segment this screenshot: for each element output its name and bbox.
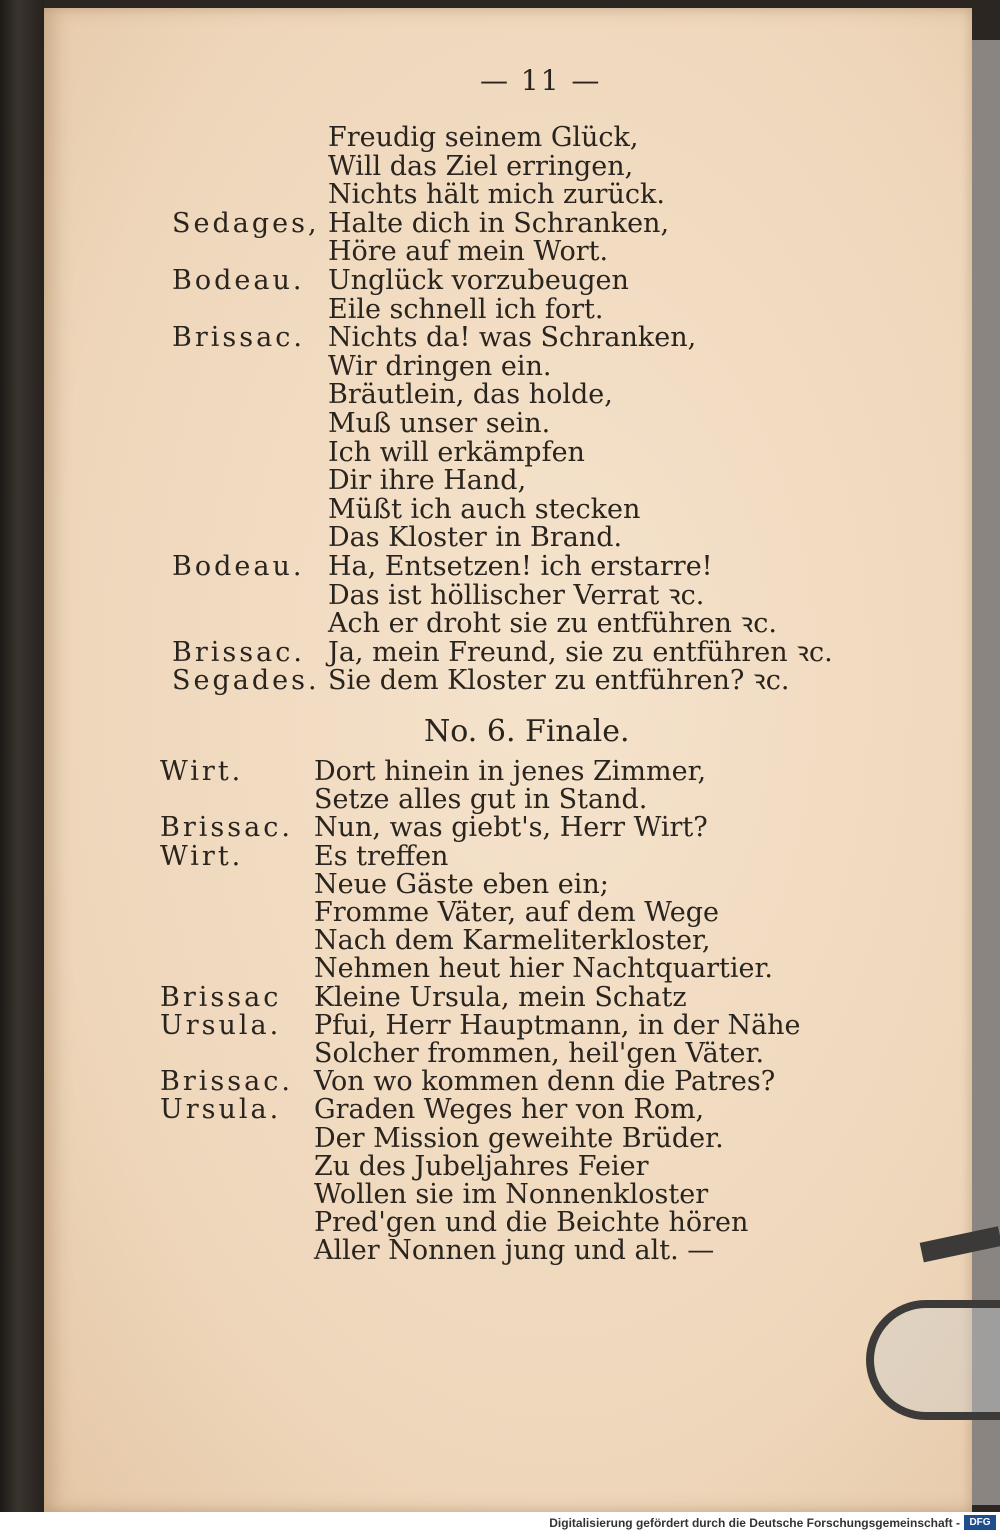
verse-line: Kleine Ursula, mein Schatz bbox=[314, 981, 687, 1013]
verse-line: Nichts da! was Schranken, bbox=[328, 322, 697, 354]
verse-line: Bräutlein, das holde, bbox=[328, 379, 613, 411]
footer-bar bbox=[0, 1512, 1000, 1534]
footer-credit: Digitalisierung gefördert durch die Deutsche Forschungsgemeinschaft - bbox=[549, 1516, 960, 1530]
verse-line: Der Mission geweihte Brüder. bbox=[314, 1122, 724, 1154]
speaker-name: Wirt. bbox=[160, 840, 244, 872]
verse-line: Eile schnell ich fort. bbox=[328, 293, 604, 325]
verse-line: Setze alles gut in Stand. bbox=[314, 784, 648, 816]
speaker-name: Brissac. bbox=[160, 1066, 293, 1098]
speaker-name: Brissac. bbox=[172, 636, 305, 668]
verse-line: Nehmen heut hier Nachtquartier. bbox=[314, 953, 773, 985]
verse-line: Halte dich in Schranken, bbox=[328, 207, 670, 239]
speaker-name: Brissac bbox=[160, 981, 282, 1013]
verse-line: Höre auf mein Wort. bbox=[328, 236, 609, 268]
section-heading: No. 6. Finale. bbox=[424, 714, 630, 749]
verse-line: Von wo kommen denn die Patres? bbox=[314, 1066, 776, 1098]
dfg-logo: DFG bbox=[964, 1515, 996, 1530]
verse-line: Ich will erkämpfen bbox=[328, 436, 585, 468]
verse-line: Es treffen bbox=[314, 840, 449, 872]
verse-line: Das Kloster in Brand. bbox=[328, 522, 623, 554]
verse-line: Zu des Jubeljahres Feier bbox=[314, 1150, 649, 1182]
speaker-name: Wirt. bbox=[160, 756, 244, 787]
verse-line: Neue Gäste eben ein; bbox=[314, 868, 609, 900]
verse-line: Wollen sie im Nonnenkloster bbox=[314, 1179, 709, 1210]
verse-line: Freudig seinem Glück, bbox=[328, 122, 639, 153]
speaker-name: Ursula. bbox=[160, 1009, 282, 1041]
speaker-name: Brissac. bbox=[160, 812, 293, 844]
verse-line: Muß unser sein. bbox=[328, 408, 551, 439]
verse-line: Müßt ich auch stecken bbox=[328, 493, 641, 525]
scan-background-edge bbox=[972, 40, 1000, 1505]
verse-line: Fromme Väter, auf dem Wege bbox=[314, 897, 720, 928]
verse-line: Ja, mein Freund, sie zu entführen ꝛc. bbox=[328, 636, 833, 668]
verse-line: Nichts hält mich zurück. bbox=[328, 179, 665, 211]
verse-line: Pfui, Herr Hauptmann, in der Nähe bbox=[314, 1009, 801, 1041]
verse-line: Ha, Entsetzen! ich erstarre! bbox=[328, 551, 713, 582]
verse-line: Das ist höllischer Verrat ꝛc. bbox=[328, 579, 705, 611]
verse-line: Nun, was giebt's, Herr Wirt? bbox=[314, 812, 708, 844]
verse-line: Wir dringen ein. bbox=[328, 350, 552, 382]
verse-line: Ach er droht sie zu entführen ꝛc. bbox=[328, 608, 777, 640]
verse-line: Graden Weges her von Rom, bbox=[314, 1094, 705, 1126]
verse-line: Dir ihre Hand, bbox=[328, 465, 527, 497]
page-number: — 11 — bbox=[480, 64, 602, 97]
verse-line: Aller Nonnen jung und alt. — bbox=[314, 1235, 715, 1267]
speaker-name: Bodeau. bbox=[172, 265, 305, 296]
speaker-name: Segades. bbox=[172, 665, 320, 697]
verse-line: Pred'gen und die Beichte hören bbox=[314, 1207, 749, 1239]
verse-line: Nach dem Karmeliterkloster, bbox=[314, 925, 711, 957]
verse-line: Unglück vorzubeugen bbox=[328, 265, 629, 296]
speaker-name: Ursula. bbox=[160, 1094, 282, 1126]
book-spine bbox=[0, 0, 44, 1534]
speaker-name: Bodeau. bbox=[172, 551, 305, 582]
paper-clip bbox=[866, 1300, 1000, 1420]
verse-line: Solcher frommen, heil'gen Väter. bbox=[314, 1038, 765, 1069]
speaker-name: Sedages, bbox=[172, 207, 320, 239]
verse-line: Will das Ziel erringen, bbox=[328, 150, 634, 182]
verse-line: Sie dem Kloster zu entführen? ꝛc. bbox=[328, 665, 790, 697]
speaker-name: Brissac. bbox=[172, 322, 305, 354]
verse-line: Dort hinein in jenes Zimmer, bbox=[314, 756, 707, 787]
